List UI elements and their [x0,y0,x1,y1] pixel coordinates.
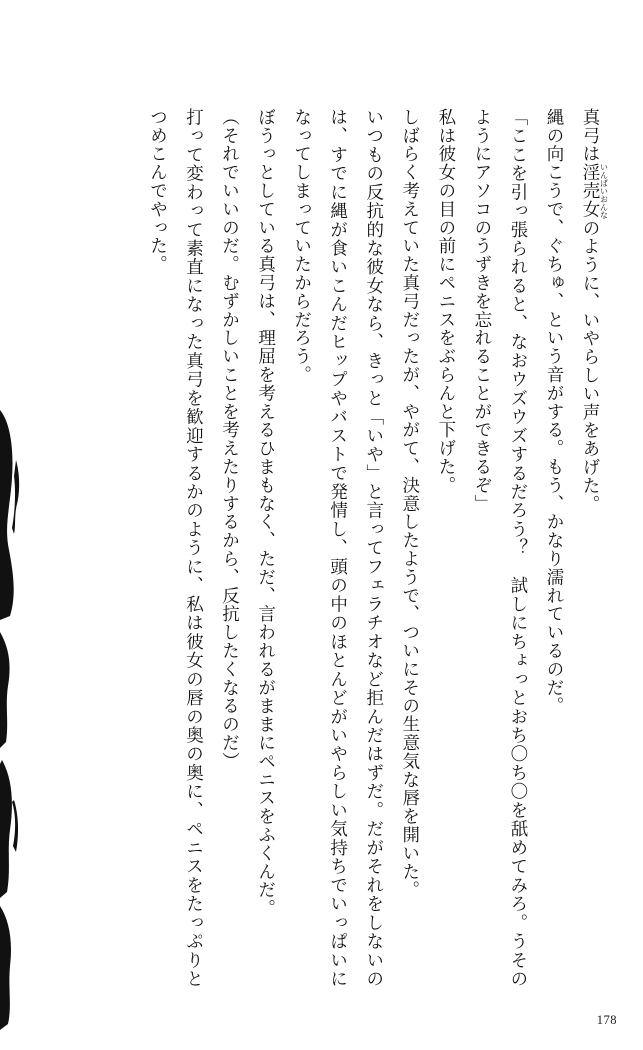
paragraph-3-dialogue: 「ここを引っ張られると、なおウズウズするだろう？ 試しにちょっとおち〇ち〇を舐めてみろ。うそのようにアソコのうずきを忘れることができるぞ」 [472,108,529,988]
paragraph-6: いつもの反抗的な彼女なら、きっと「いや」と言ってフェラチオなど拒んだはずだ。だがそれをしないのは、すでに縄が食いこんだヒップやバストで発情し、頭の中のほとんどがいやらしい気持ちでいっぱいになってしまっていたからだろう。 [292,108,385,988]
paragraph-1-tail: のように、いやらしい声をあげた。 [581,218,601,514]
paragraph-5: しばらく考えていた真弓だったが、やがて、決意したようで、ついにその生意気な唇を開いた。 [400,108,421,900]
illustration-edge-artifact [0,400,26,1040]
paragraph-1-lead: 真弓は [581,108,601,164]
paragraph-2: 縄の向こうで、ぐちゅ、という音がする。もう、かなり濡れているのだ。 [544,108,565,716]
paragraph-7: ぼうっとしている真弓は、理屈を考えるひまもなく、ただ、言われるがままにペニスをふくんだ。 [256,108,277,918]
paragraph-1 [573,108,609,988]
paragraph-4: 私は彼女の目の前にペニスをぶらんと下げた。 [436,108,457,495]
body-text [39,108,609,988]
ruby-text: いんばいおんな [599,163,609,220]
ruby-base: 淫売女 [581,163,601,220]
ruby-annotation-inbai-onna [581,163,609,220]
page-number: 178 [596,1013,617,1027]
paragraph-8-aside: （それでいいのだ。むずかしいことを考えたりするから、反抗したくなるのだ） [220,108,241,771]
paragraph-9: 打って変わって素直になった真弓を歓迎するかのように、私は彼女の唇の奥の奥に、ペニスをたっぷりとつめこんでやった。 [148,108,205,988]
